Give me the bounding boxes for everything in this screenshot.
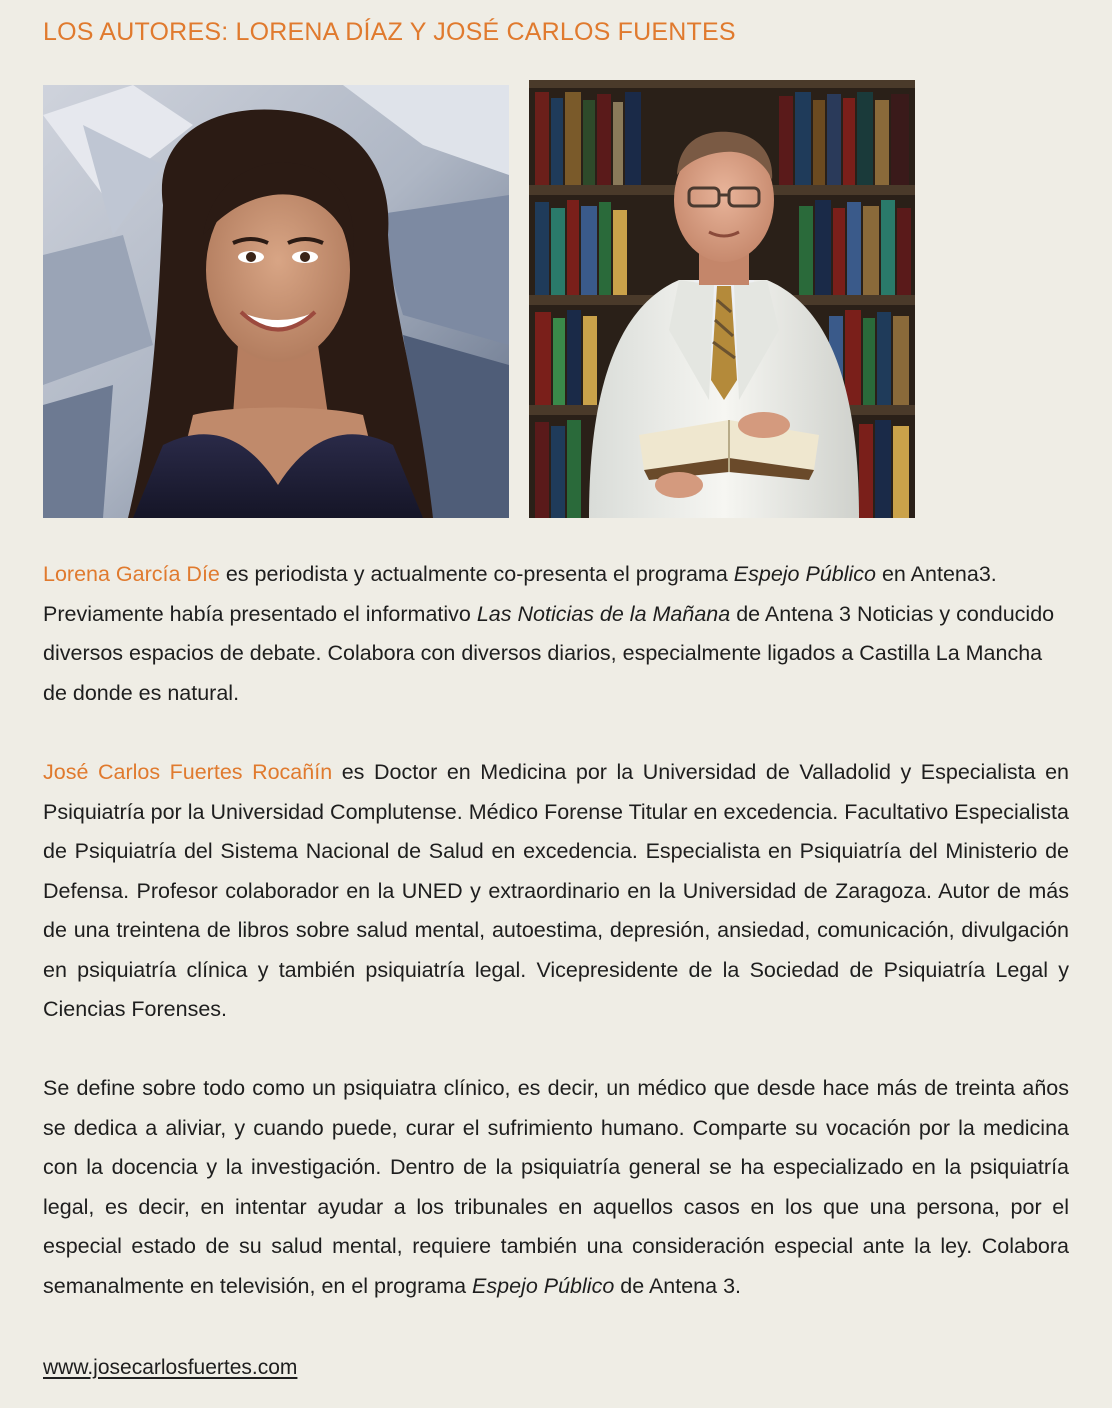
lorena-program-1: Espejo Público (733, 562, 876, 586)
jose-carlos-name: José Carlos Fuertes Rocañín (43, 760, 333, 784)
jose-carlos-bio-text-3: de Antena 3. (614, 1273, 742, 1298)
portrait-photo-icon (529, 80, 915, 518)
lorena-bio-text-1: es periodista y actualmente co-presenta el programa (219, 562, 734, 586)
lorena-program-2: Las Noticias de la Mañana (476, 601, 731, 626)
portrait-photo-icon (43, 85, 509, 518)
jose-carlos-bio-text-2: Se define sobre todo como un psiquiatra clínico, es decir, un médico que desde hace más de treinta años se dedica a aliviar, y cuando puede, curar el sufrimiento humano. Comparte su vocación por la medicina con la docencia y la investigación. Dentro de la psiquiatría general se ha especializado en la psiquiatría legal, es decir, en intentar ayudar a los tribunales en aquellos casos en los que una persona, por el especial estado de su salud mental, requiere también una consideración especial ante la ley. Colabora semanalmente en televisión, en el programa (43, 1076, 1069, 1298)
jose-carlos-portrait-photo (529, 80, 915, 518)
jose-carlos-bio-paragraph-2 (43, 1069, 1069, 1306)
jose-carlos-bio-paragraph (43, 753, 1069, 1030)
lorena-portrait-photo (43, 85, 509, 518)
lorena-bio-text-3: de Antena 3 Noticias y conducido diversos espacios de debate. Colabora con diversos diarios, especialmente ligados a Castilla La Mancha de donde es natural. (43, 601, 1055, 705)
jose-carlos-program: Espejo Público (472, 1273, 615, 1298)
lorena-bio-text-2: en Antena3. Previamente había presentado el informativo (43, 562, 997, 626)
jose-carlos-bio-text: es Doctor en Medicina por la Universidad de Valladolid y Especialista en Psiquiatría por la Universidad Complutense. Médico Forense Titular en excedencia. Facultativo Especialista de Psiquiatría del Sistema Nacional de Salud en excedencia. Especialista en Psiquiatría del Ministerio de Defensa. Profesor colaborador en la UNED y extraordinario en la Universidad de Zaragoza. Autor de más de una treintena de libros sobre salud mental, autoestima, depresión, ansiedad, comunicación, divulgación en psiquiatría clínica y también psiquiatría legal. Vicepresidente de la Sociedad de Psiquiatría Legal y Ciencias Forenses. (43, 760, 1069, 1021)
lorena-bio-paragraph (43, 555, 1069, 713)
lorena-name: Lorena García Díe (43, 562, 220, 586)
website-link[interactable]: www.josecarlosfuertes.com (43, 1356, 298, 1379)
page-title: LOS AUTORES: LORENA DÍAZ Y JOSÉ CARLOS FUENTES (43, 18, 736, 46)
